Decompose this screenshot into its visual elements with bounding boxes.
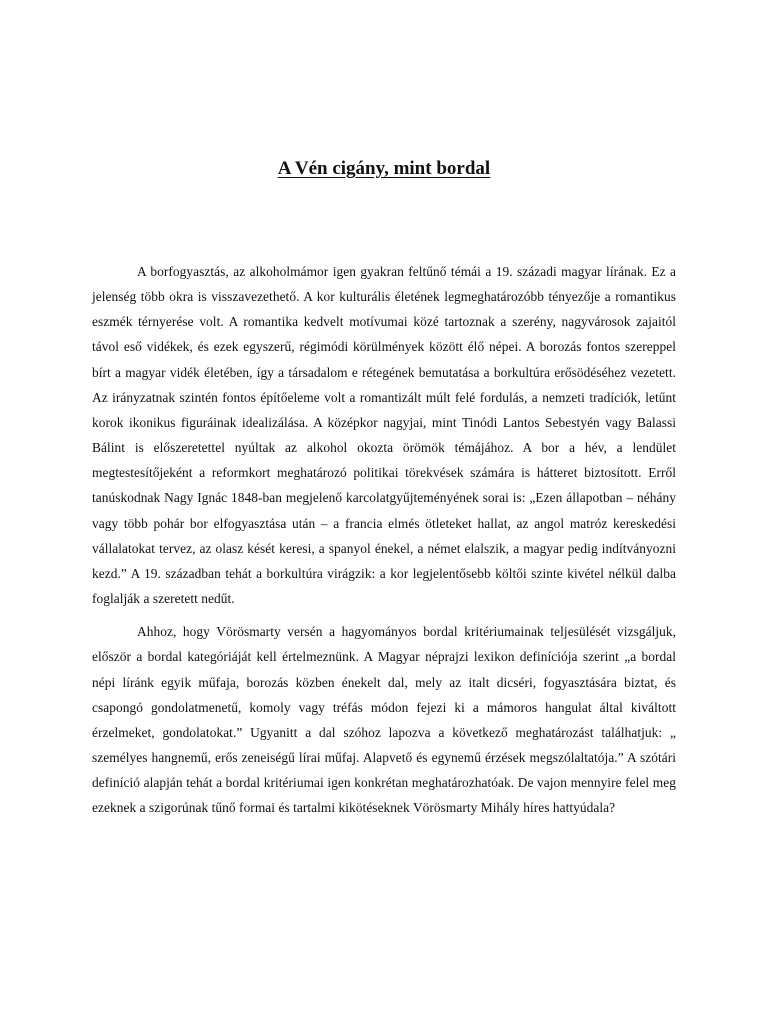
paragraph-1: A borfogyasztás, az alkoholmámor igen gyakran feltűnő témái a 19. századi magyar lírának. Ez a jelenség több okra is visszavezethető. A kor kulturális életének legmeghatározóbb tényezője a romantikus eszmék térnyerése volt. A romantika kedvelt motívumai közé tartoznak a szerény, nagyvárosok zajaitól távol eső vidékek, és ezek egyszerű, régimódi körülmények között élő népei. A borozás fontos szereppel bírt a magyar vidék életében, így a társadalom e rétegének bemutatása a borkultúra erősödéséhez vezetett. Az irányzatnak szintén fontos építőeleme volt a romantizált múlt felé fordulás, a nemzeti tradíciók, letűnt korok ikonikus figuráinak idealizálása. A középkor nagyjai, mint Tinódi Lantos Sebestyén vagy Balassi Bálint is előszeretettel nyúltak az alkohol okozta örömök témájához. A bor a hév, a lendület megtestesítőjeként a reformkort meghatározó politikai törekvések számára is hátteret biztosított. Erről tanúskodnak Nagy Ignác 1848-ban megjelenő karcolatgyűjteményének sorai is: „Ezen állapotban – néhány vagy több pohár bor elfogyasztása után – a francia elmés ötleteket hallat, az angol matróz kereskedési vállalatokat tervez, az olasz kését keresi, a spanyol énekel, a német elalszik, a magyar pedig indítványozni kezd.” A 19. században tehát a borkultúra virágzik: a kor legjelentősebb költői szinte kivétel nélkül dalba foglalják a szeretett nedűt. <box>92 264 676 607</box>
document-title: A Vén cigány, mint bordal <box>277 158 491 179</box>
paragraph-2: Ahhoz, hogy Vörösmarty versén a hagyományos bordal kritériumainak teljesülését vizsgáljuk, először a bordal kategóriáját kell értelmeznünk. A Magyar néprajzi lexikon definíciója szerint „a bordal népi líránk egyik műfaja, borozás közben énekelt dal, mely az italt dicséri, fogyasztására biztat, és csapongó gondolatmenetű, komoly vagy tréfás módon fejezi ki a mámoros hangulat által kiváltott érzelmeket, gondolatokat.” Ugyanitt a dal szóhoz lapozva a következő meghatározást találhatjuk: „ személyes hangnemű, erős zeneiségű lírai műfaj. Alapvető és egynemű érzések megszólaltatója.” A szótári definíció alapján tehát a bordal kritériumai igen konkrétan meghatározhatóak. De vajon mennyire felel meg ezeknek a szigorúnak tűnő formai és tartalmi kikötéseknek Vörösmarty Mihály híres hattyúdala? <box>92 624 676 816</box>
document-body <box>92 259 676 820</box>
